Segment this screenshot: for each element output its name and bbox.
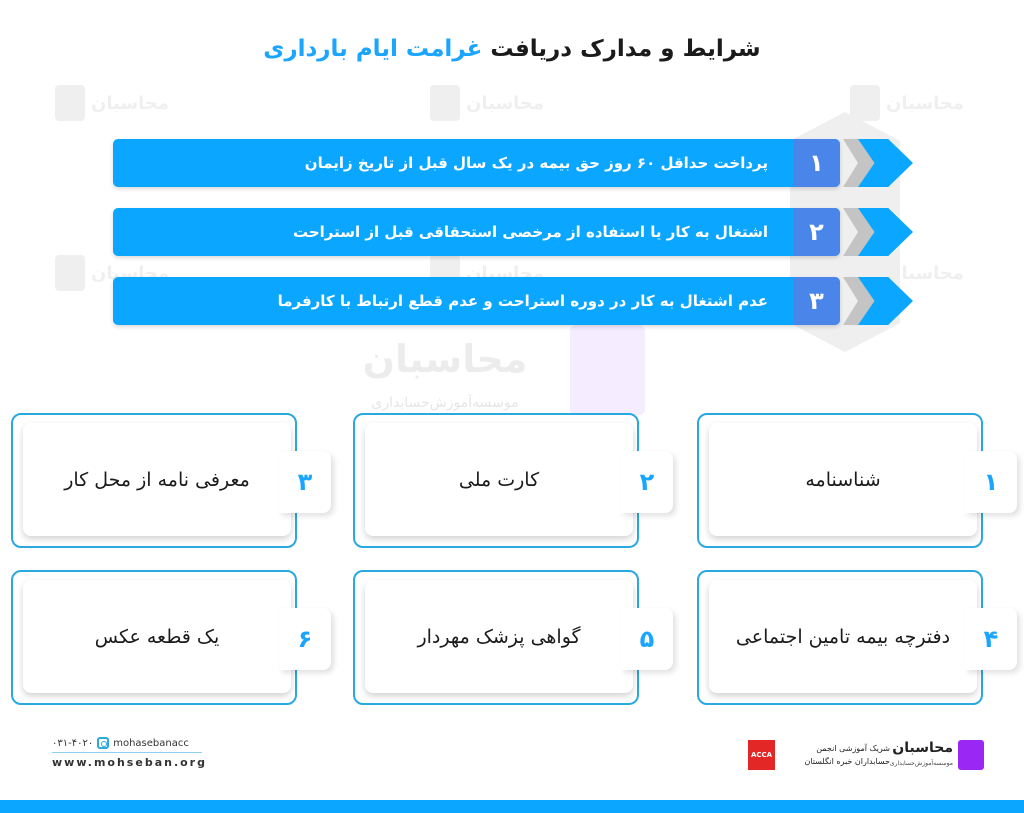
document-card	[353, 570, 673, 705]
condition-text: عدم اشتغال به کار در دوره استراحت و عدم قطع ارتباط با کارفرما	[277, 292, 768, 310]
document-text: یک قطعه عکس	[94, 625, 220, 648]
footer-brands	[748, 738, 988, 774]
condition-item	[113, 277, 913, 325]
condition-number: ۳	[793, 277, 840, 325]
watermark-logo: محاسبان	[850, 255, 964, 291]
document-number: ۴	[983, 625, 999, 653]
document-card	[697, 570, 1017, 705]
instagram-icon	[97, 737, 109, 749]
document-number: ۶	[297, 625, 313, 653]
document-card	[353, 413, 673, 548]
condition-item	[113, 139, 913, 187]
document-text: معرفی نامه از محل کار	[64, 468, 250, 491]
document-card	[697, 413, 1017, 548]
brand-logo-icon	[570, 325, 645, 415]
document-text: دفترچه بیمه تامین اجتماعی	[735, 625, 951, 648]
acca-logo: ACCA	[748, 740, 775, 770]
watermark-logo: محاسبان	[55, 85, 169, 121]
condition-number: ۲	[793, 208, 840, 256]
brand-subtitle: موسسه‌آموزش‌حسابداری	[889, 760, 953, 767]
acca-partner-text: شریک آموزشی انجمن حسابداران خبره انگلستان	[804, 744, 890, 766]
document-text: گواهی پزشک مهردار	[417, 625, 581, 648]
document-number: ۱	[983, 468, 999, 496]
document-number: ۵	[639, 625, 655, 653]
footer-accent-bar	[0, 800, 1024, 813]
divider	[52, 752, 202, 753]
center-watermark: محاسبان موسسه‌آموزش‌حسابداری	[345, 325, 645, 415]
document-text: شناسنامه	[805, 468, 881, 491]
title-dark: شرایط و مدارک دریافت	[490, 36, 761, 62]
document-number: ۳	[297, 468, 313, 496]
watermark-logo: محاسبان	[850, 85, 964, 121]
watermark-logo: محاسبان	[430, 85, 544, 121]
phone-number: ۰۳۱-۴۰۲۰	[52, 737, 94, 749]
brand-logo-icon	[958, 740, 984, 770]
document-card	[11, 570, 331, 705]
condition-item	[113, 208, 913, 256]
brand-name: محاسبان	[892, 740, 953, 756]
website-link[interactable]: www.mohseban.org	[52, 756, 207, 769]
document-card	[11, 413, 331, 548]
document-text: کارت ملی	[458, 468, 540, 491]
condition-text: اشتغال به کار یا استفاده از مرخصی استحقاقی قبل از استراحت	[292, 223, 768, 241]
watermark-logo: محاسبان	[55, 255, 169, 291]
title-highlight: غرامت ایام بارداری	[263, 36, 483, 62]
page-title	[0, 36, 1024, 62]
footer-contact	[52, 737, 207, 769]
instagram-handle[interactable]: mohasebanacc	[113, 737, 189, 749]
condition-number: ۱	[793, 139, 840, 187]
document-number: ۲	[639, 468, 655, 496]
watermark-logo: محاسبان	[430, 255, 544, 291]
condition-text: پرداخت حداقل ۶۰ روز حق بیمه در یک سال قبل از تاریخ زایمان	[304, 154, 768, 172]
